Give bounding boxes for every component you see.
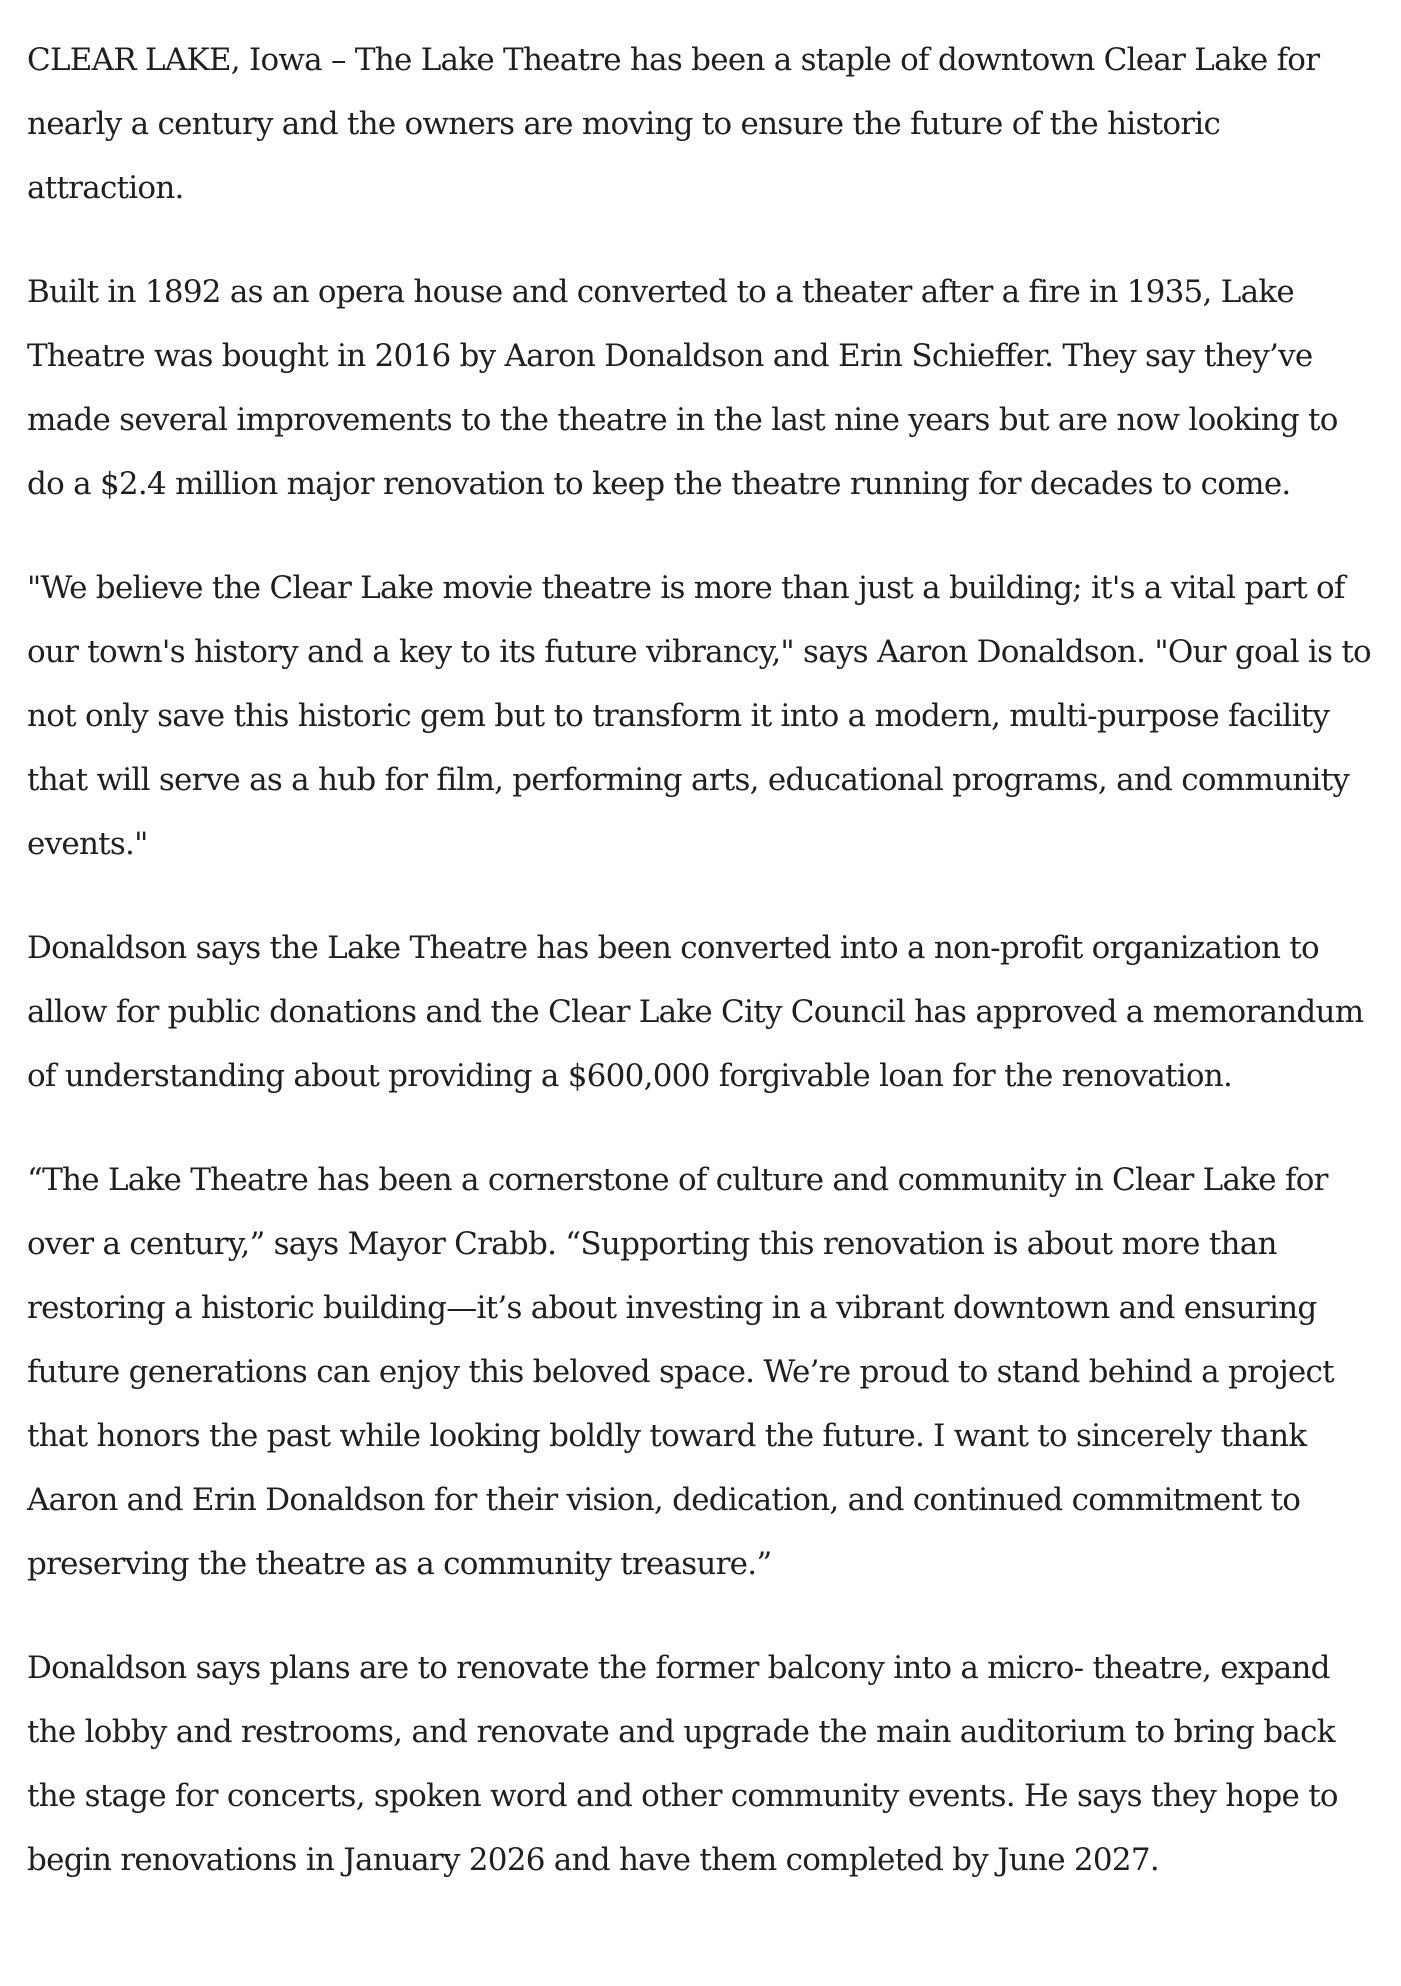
article-paragraph-history: Built in 1892 as an opera house and converted to a theater after a fire in 1935, Lake Theatre was bought in 2016 by Aaron Donaldson and Erin Schieffer. They say they’ve made several improvements to the theatre in the last nine years but are now looking to do a $2.4 million major renovation to keep the theatre running for decades to come.	[27, 274, 1338, 502]
article-paragraph-plans: Donaldson says plans are to renovate the former balcony into a micro- theatre, expand the lobby and restrooms, and renovate and upgrade the main auditorium to bring back the stage for concerts, spoken word and other community events. He says they hope to begin renovations in January 2026 and have them completed by June 2027.	[27, 1650, 1338, 1878]
article-paragraph-owner-quote: "We believe the Clear Lake movie theatre is more than just a building; it's a vital part of our town's history and a key to its future vibrancy," says Aaron Donaldson. "Our goal is to not only save this historic gem but to transform it into a modern, multi-purpose facility that will serve as a hub for film, performing arts, educational programs, and community events."	[27, 570, 1371, 862]
article-paragraph-mayor-quote: “The Lake Theatre has been a cornerstone of culture and community in Clear Lake for over a century,” says Mayor Crabb. “Supporting this renovation is about more than restoring a historic building—it’s about investing in a vibrant downtown and ensuring future generations can enjoy this beloved space. We’re proud to stand behind a project that honors the past while looking boldly toward the future. I want to sincerely thank Aaron and Erin Donaldson for their vision, dedication, and continued commitment to preserving the theatre as a community treasure.”	[27, 1162, 1334, 1582]
article-body	[27, 28, 1379, 1892]
article-paragraph-dateline: CLEAR LAKE, Iowa – The Lake Theatre has been a staple of downtown Clear Lake for nearly a century and the owners are moving to ensure the future of the historic attraction.	[27, 42, 1320, 206]
article-paragraph-nonprofit: Donaldson says the Lake Theatre has been converted into a non-profit organization to allow for public donations and the Clear Lake City Council has approved a memorandum of understanding about providing a $600,000 forgivable loan for the renovation.	[27, 930, 1364, 1094]
